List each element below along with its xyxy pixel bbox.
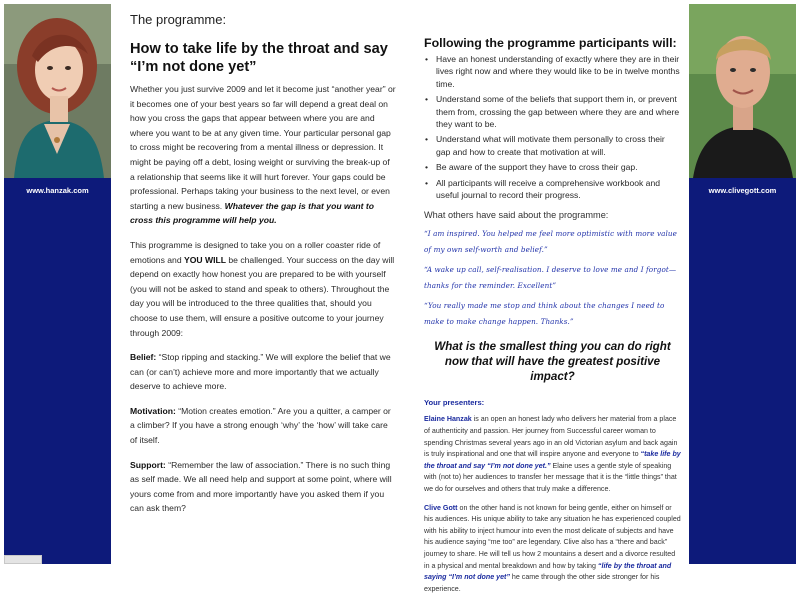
- challenge-text-a: This programme is designed to take you on a roller coaster ride of emotions and: [130, 239, 381, 265]
- testimonial-quote: “I am inspired. You helped me feel more optimistic with more value of my own self-worth and belief.”: [424, 229, 677, 255]
- list-item: • Be aware of the support they have to cross their gap.: [425, 162, 638, 173]
- presenter-text: he came through the other side stronger for his experience.: [424, 573, 660, 593]
- clive-gott-photo: [689, 4, 796, 178]
- quality-label: Belief:: [130, 352, 157, 363]
- corner-label-mark: [4, 555, 42, 564]
- presenter-name: Clive Gott: [424, 503, 458, 512]
- programme-headline: How to take life by the throat and say “I’m not done yet”: [130, 41, 388, 75]
- presenter-text: on the other hand is not known for being gentle, either on himself or his audiences. His unique ability to take any situation he has experienced coupled with his ability to inject humour into even the most delicate of subjects and have his audience saying “me too” are legendary. Clive also has a “there and back” journey to share. He will tell us how 2 mountains a desert and a divorce resulted in a physical and mental breakdown and how by taking: [424, 503, 681, 570]
- quality-belief: [130, 350, 396, 394]
- presenter-bio-clive: [424, 503, 681, 595]
- man-portrait-illustration: [689, 4, 796, 178]
- quality-text: “Motion creates emotion.” Are you a quitter, a camper or a climber? If you have a strong enough ‘why’ the ‘how’ will take care of itself.: [130, 405, 391, 446]
- hanzak-website-link[interactable]: www.hanzak.com: [26, 186, 89, 195]
- bullet-icon: •: [425, 134, 429, 145]
- left-sidebar-panel: [4, 4, 111, 564]
- quality-support: [130, 458, 396, 516]
- bullet-icon: •: [425, 94, 429, 105]
- intro-text: Whether you just survive 2009 and let it become just “another year” or it becomes one of your best years so far will depend a great deal on how you cross the gaps that appear between where you are and where you want to be at any given time. Your particular personal gap to cross might be recovering from a mental illness or depression. It might be paying off a debt, losing weight or surviving the break-up of a relationship that seems like it will hurt forever. Your gaps could be professional. Perhaps taking your business to the next level, or even starting a new business.: [130, 84, 396, 211]
- quality-label: Support:: [130, 459, 166, 470]
- presenters-heading: Your presenters:: [424, 398, 485, 408]
- outcomes-column: [424, 4, 681, 595]
- challenge-bold: YOU WILL: [184, 254, 227, 265]
- programme-column: [130, 4, 396, 516]
- list-item: • Have an honest understanding of exactly where they are in their lives right now and where they would like to be in twelve months time.: [425, 54, 680, 89]
- clivegott-website-link[interactable]: www.clivegott.com: [708, 186, 777, 195]
- outcomes-list: [424, 53, 681, 201]
- programme-kicker: The programme:: [130, 12, 227, 27]
- quality-text: “Remember the law of association.” There is no such thing as self made. We all need help and support at some point, where will yours come from and more importantly have you asked them if you can ask them?: [130, 459, 392, 514]
- elaine-hanzak-photo: [4, 4, 111, 178]
- quality-text: “Stop ripping and stacking.” We will explore the belief that we can (or can’t) achieve more and more importantly that we actually deserve to achieve more.: [130, 352, 391, 392]
- presenter-emphasis: “take life by the throat and say “I’m not done yet.”: [424, 450, 681, 470]
- outcomes-heading: Following the programme participants will:: [424, 36, 677, 50]
- right-sidebar-panel: [689, 4, 796, 564]
- testimonial-quote: “A wake up call, self-realisation. I deserve to love me and I forgot—thanks for the reminder. Excellent”: [424, 265, 677, 291]
- quality-label: Motivation:: [130, 405, 176, 416]
- bullet-icon: •: [425, 54, 429, 64]
- bullet-icon: •: [425, 177, 429, 188]
- presenter-bio-elaine: [424, 414, 681, 495]
- quality-motivation: [130, 404, 396, 448]
- testimonials-heading: What others have said about the programme:: [424, 210, 609, 221]
- list-item: • Understand what will motivate them personally to cross their gap and how to create that motivation at will.: [425, 134, 665, 157]
- presenter-text: is an open an honest lady who delivers her material from a place of authenticity and passion. Her journey from Successful career woman to spending Christmas several years ago in an old Victorian asylum and back again is truly inspirational and one that will inspire anyone and everyone to: [424, 415, 678, 459]
- key-question: What is the smallest thing you can do right now that will have the greatest positive impact?: [434, 340, 671, 384]
- challenge-text-b: be challenged. Your success on the day will depend on exactly how honest you are prepared to be with yourself (you will not be asked to stand and speak to others). Throughout the day you will be introduced to the three qualities that, should you choose to use them, will ensure a positive outcome to your journey through 2009:: [130, 254, 395, 338]
- presenter-name: Elaine Hanzak: [424, 415, 472, 424]
- presenter-text: Elaine uses a gentle style of speaking with (not to) her audiences to transfer her message that it is the “little things” that we do for ourselves and others that truly make a difference.: [424, 461, 677, 494]
- list-item: • All participants will receive a comprehensive workbook and useful journal to record their progress.: [425, 177, 661, 201]
- woman-portrait-illustration: [4, 4, 111, 178]
- testimonial-quote: “You really made me stop and think about the changes I need to make to make change happen. Thanks.”: [424, 301, 665, 327]
- intro-emphasis: Whatever the gap is that you want to cross this programme will help you.: [130, 200, 375, 226]
- presenter-emphasis: “life by the throat and saying “I’m not done yet”: [424, 561, 672, 582]
- intro-paragraph: [130, 82, 396, 228]
- challenge-paragraph: [130, 238, 396, 340]
- bullet-icon: •: [425, 162, 429, 173]
- list-item: • Understand some of the beliefs that support them in, or prevent them from, crossing the gap between where they are and where they want to be.: [425, 94, 680, 130]
